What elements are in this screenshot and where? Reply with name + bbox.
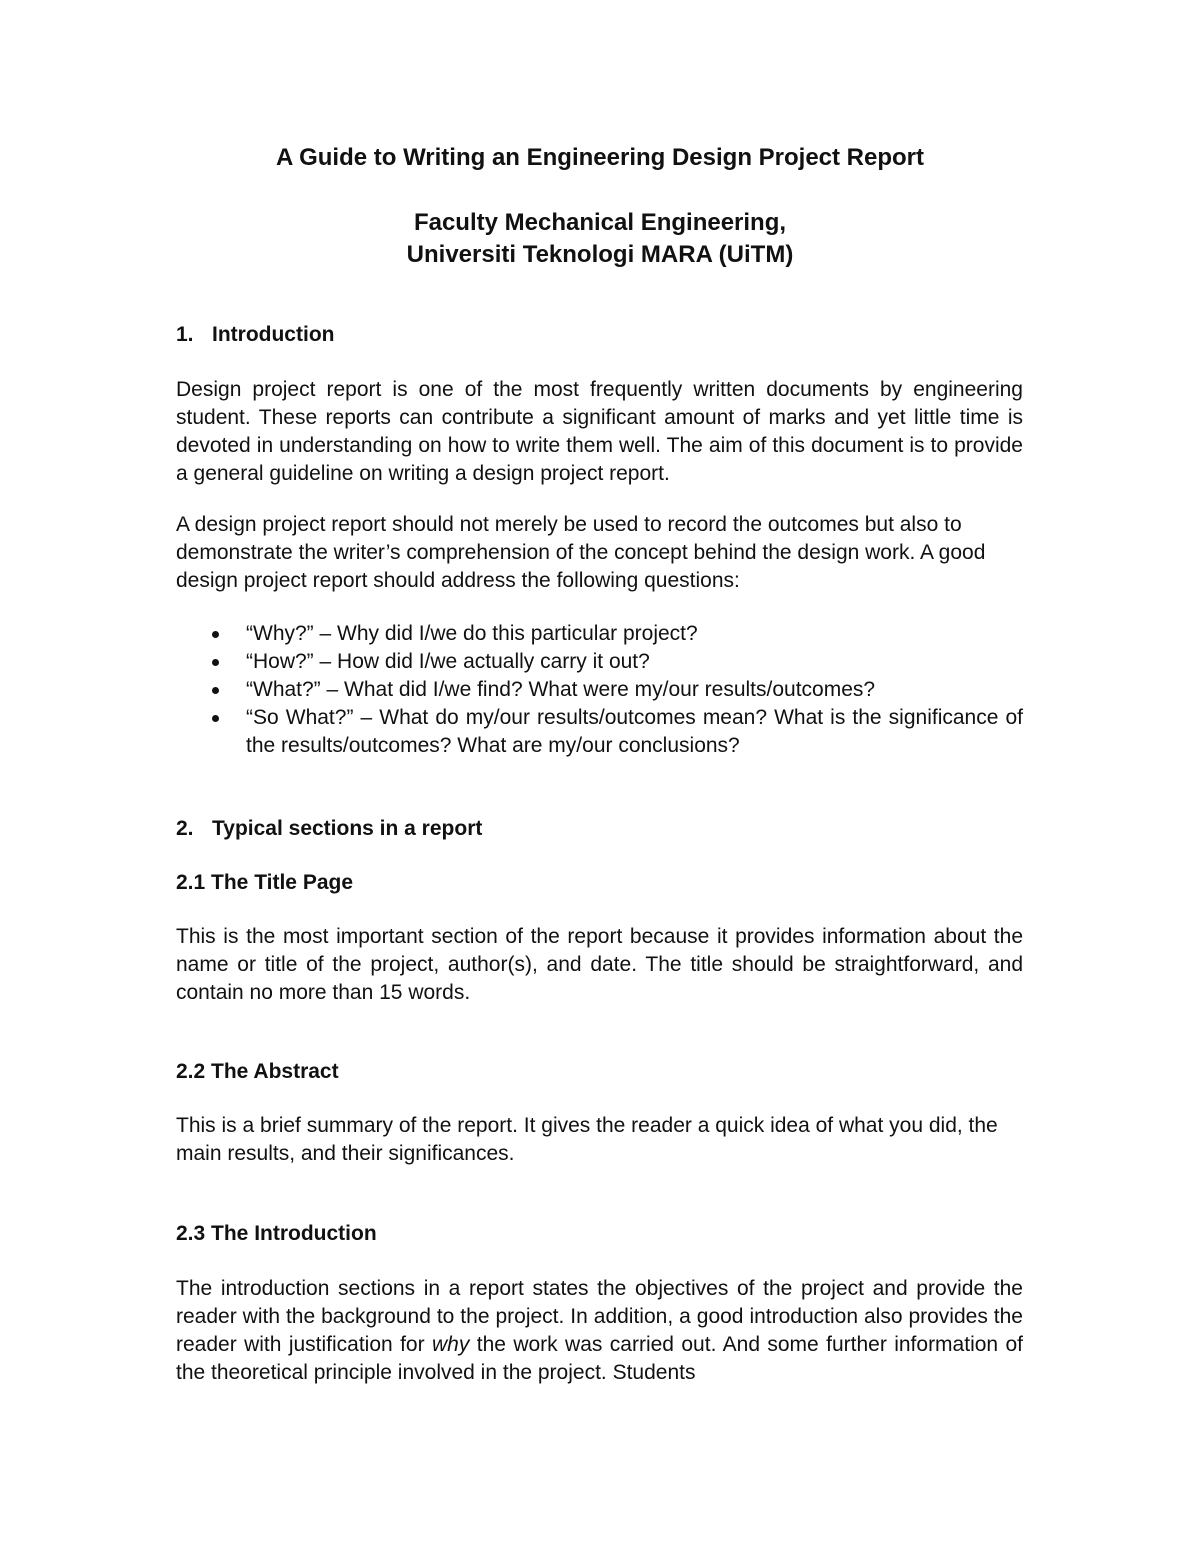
bullet-icon — [212, 659, 219, 666]
title-page-heading: 2.1 The Title Page — [176, 871, 354, 894]
introduction-text-end: the work was carried out. And some further information of the theoretical principle involved in the project. Students — [176, 1333, 1023, 1384]
section-1-title: Introduction — [212, 323, 335, 346]
list-item — [176, 648, 1023, 676]
intro-paragraph-1: Design project report is one of the most frequently written documents by engineering student. These reports can contribute a significant amount of marks and yet little time is devoted in understanding on how to write them well. The aim of this document is to provide a general guideline on writing a design project report. — [176, 378, 1023, 485]
list-item — [176, 620, 1023, 648]
introduction-emphasis: why — [432, 1333, 470, 1356]
bullet-icon — [212, 715, 219, 722]
list-item-text: “How?” – How did I/we actually carry it out? — [246, 650, 650, 673]
university-name: Universiti Teknologi MARA (UiTM) — [406, 241, 794, 268]
introduction-heading: 2.3 The Introduction — [176, 1222, 377, 1245]
introduction-text-start: The introduction sections in a report states the objectives of the project and provide the reader with the background to the project. In addition, a good introduction also provides the reader with justification for — [176, 1277, 1023, 1356]
abstract-text: This is a brief summary of the report. It gives the reader a quick idea of what you did, the main results, and their significances. — [176, 1114, 998, 1165]
question-list — [176, 620, 1023, 760]
section-1-heading — [176, 321, 334, 349]
abstract-heading: 2.2 The Abstract — [176, 1060, 339, 1083]
list-item — [176, 704, 1023, 760]
title-page-text: This is the most important section of the report because it provides information about the name or title of the project, author(s), and date. The title should be straightforward, and contain no more than 15 words. — [176, 925, 1023, 1004]
document-title: A Guide to Writing an Engineering Design Project Report — [275, 144, 925, 171]
list-item — [176, 676, 1023, 704]
section-2-title: Typical sections in a report — [212, 817, 483, 840]
list-item-text: “So What?” – What do my/our results/outcomes mean? What is the significance of the results/outcomes? What are my/our conclusions? — [246, 706, 1023, 757]
intro-paragraph-2: A design project report should not merely be used to record the outcomes but also to demonstrate the writer’s comprehension of the concept behind the design work. A good design project report should address the following questions: — [176, 513, 986, 592]
bullet-icon — [212, 631, 219, 638]
introduction-text — [176, 1275, 1023, 1387]
section-1-number: 1. — [176, 323, 194, 346]
section-2-heading — [176, 815, 482, 843]
faculty-name: Faculty Mechanical Engineering, — [413, 209, 787, 236]
bullet-icon — [212, 687, 219, 694]
list-item-text: “What?” – What did I/we find? What were my/our results/outcomes? — [246, 678, 876, 701]
list-item-text: “Why?” – Why did I/we do this particular project? — [246, 622, 698, 645]
section-2-number: 2. — [176, 817, 194, 840]
